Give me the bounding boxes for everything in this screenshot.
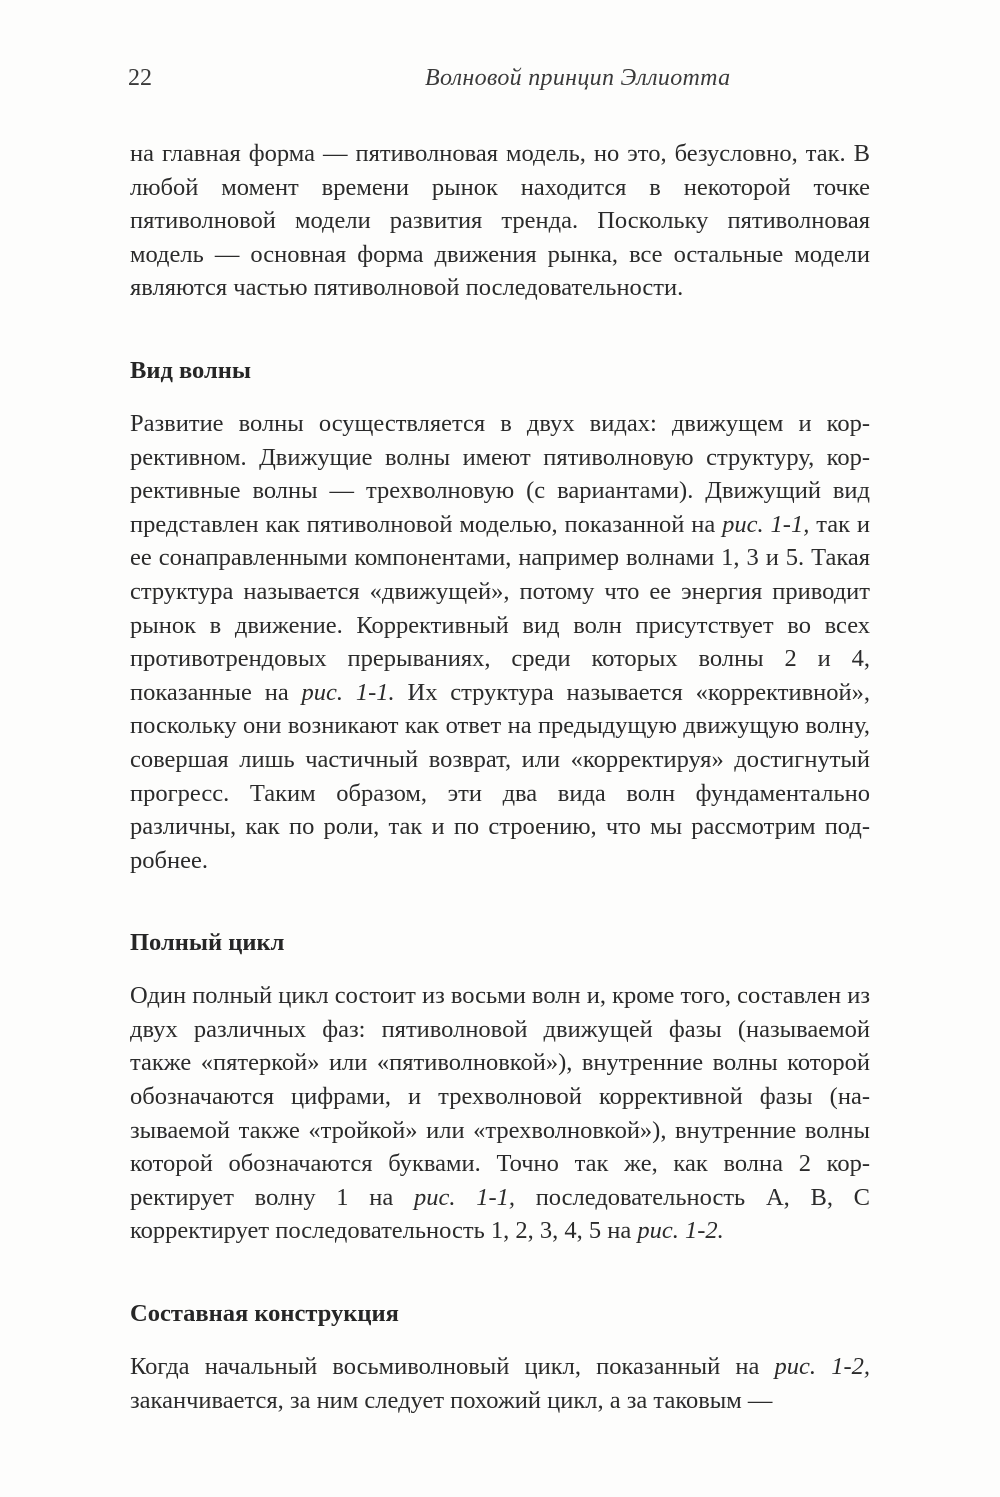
text-run: Один полный цикл состоит из восьми волн и, кроме того, составлен из двух различных фаз: пятиволновой движущей фазы (называемой также «пятеркой» или «пятиволновкой»), внутренние волны которой обозначаются цифрами, и трехволновой коррективной фазы (называемой также «тройкой» или «трехволновкой»), внутренние волны которой обозначаются буквами. Точно так же, как волна 2 корректирует волну 1 на (130, 982, 870, 1211)
text-run: последовательность A, B, C корректирует последовательность 1, 2, 3, 4, 5 на (130, 1183, 871, 1245)
text-run: заканчивается, за ним следует похожий цикл, а за таковым — (130, 1386, 773, 1414)
text-run: Когда начальный восьмиволновый цикл, показанный на (130, 1353, 775, 1381)
paragraph-wave-type (130, 407, 870, 877)
figure-reference: рис. 1-2, (774, 1353, 870, 1381)
figure-reference: рис. 1-1, (722, 510, 810, 538)
text-run: так и ее сонаправленными компонентами, например волнами 1, 3 и 5. Такая структура называется «движущей», потому что ее энергия приводит рынок в движение. Коррективный вид волн присутствует во всех противотрендовых прерываниях, среди которых волны 2 и 4, показанные на (130, 510, 870, 706)
figure-reference: рис. 1-2. (637, 1217, 724, 1245)
page-number: 22 (128, 65, 152, 91)
text-run: Их структура называется «коррективной», поскольку они возникают как ответ на предыдущую движущую волну, совершая лишь частичный возврат, или «корректируя» достигнутый прогресс. Таким образом, эти два вида волн фундаментально различны, как по роли, так и по строению, что мы рассмотрим подробнее. (130, 678, 870, 874)
section-heading-full-cycle: Полный цикл (130, 929, 285, 957)
paragraph-composite-structure (130, 1350, 870, 1417)
figure-reference: рис. 1-1, (413, 1183, 515, 1211)
section-heading-composite-structure: Составная конструкция (130, 1300, 399, 1328)
running-header (128, 62, 870, 98)
paragraph-full-cycle (130, 979, 870, 1248)
section-heading-wave-type: Вид волны (130, 356, 251, 384)
page-body (130, 137, 870, 1417)
intro-paragraph: на главная форма — пятиволновая модель, но это, безусловно, так. В любой момент времени рынок находится в некоторой точке пятиволновой модели развития тренда. Поскольку пятиволновая модель — основная форма движения рынка, все остальные модели являются частью пятиволновой последовательности. (130, 140, 870, 302)
text-run: Развитие волны осуществляется в двух видах: движущем и коррективном. Движущие волны имеют пятиволновую структуру, коррективные волны — трехволновую (с вариантами). Движущий вид представлен как пятиволновой моделью, показанной на (130, 409, 870, 538)
book-title: Волновой принцип Эллиотта (425, 65, 731, 91)
figure-reference: рис. 1-1. (301, 678, 395, 706)
